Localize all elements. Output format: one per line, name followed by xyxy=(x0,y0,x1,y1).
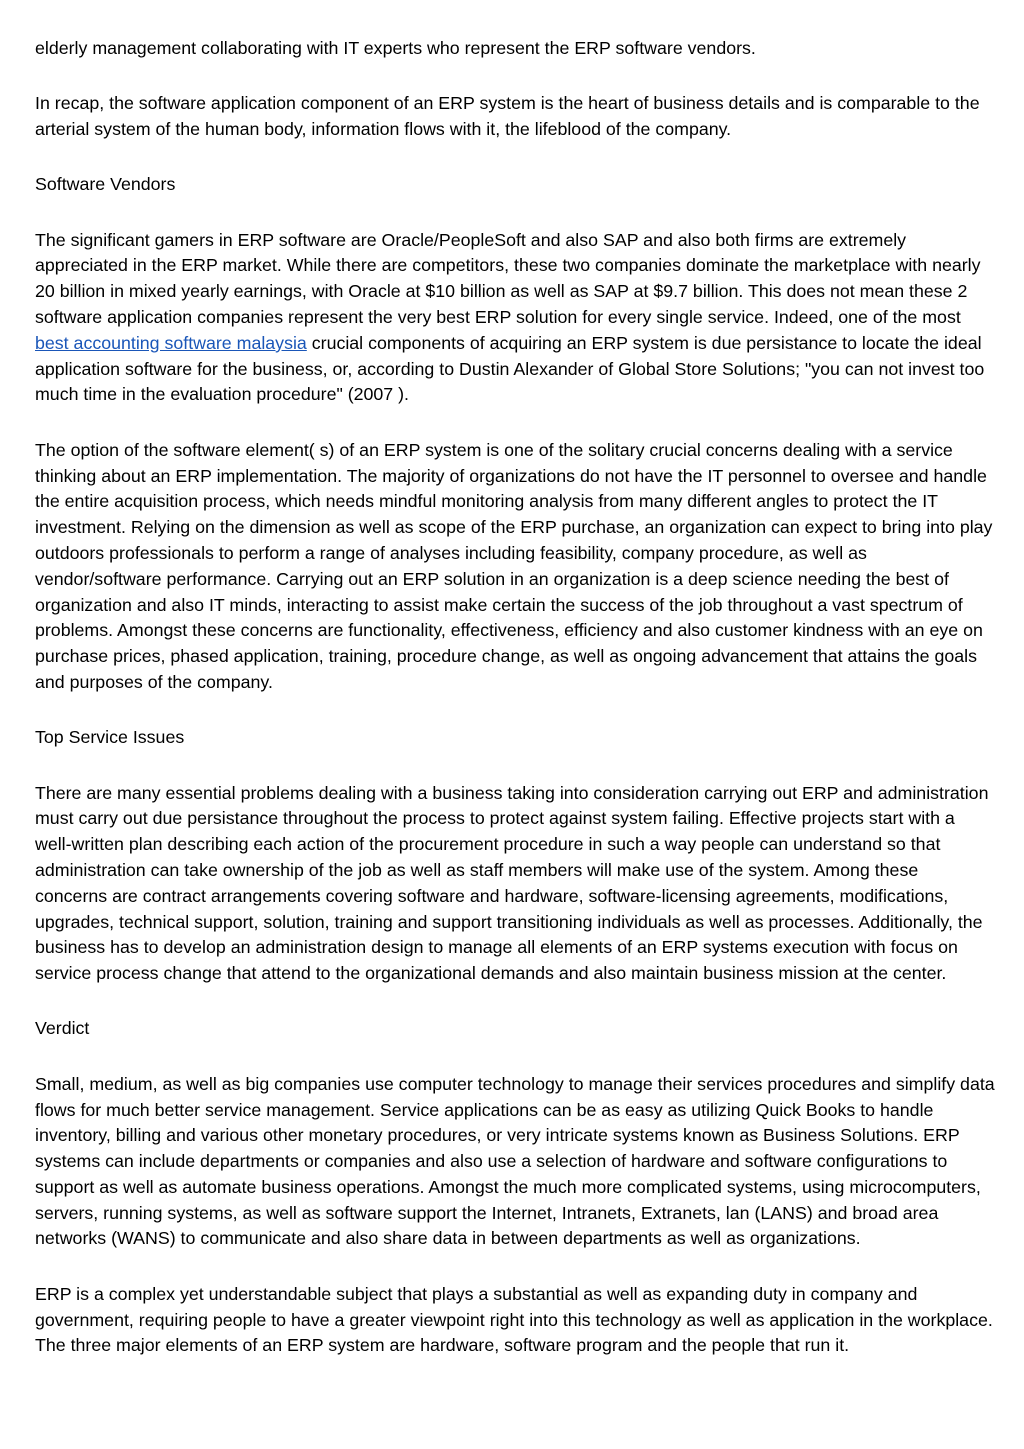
paragraph-software-vendors xyxy=(35,228,995,409)
heading-top-service-issues: Top Service Issues xyxy=(35,727,185,748)
paragraph-conclusion: ERP is a complex yet understandable subject that plays a substantial as well as expanding duty in company and government, requiring people to have a greater viewpoint right into this technology as well as application in the workplace. The three major elements of an ERP system are hardware, software program and the people that run it. xyxy=(35,1283,993,1356)
paragraph-text-after-link: crucial components of acquiring an ERP system is due persistance to locate the ideal application software for the business, or, according to Dustin Alexander of Global Store Solutions; "you can not invest too much time in the evaluation procedure" (2007 ). xyxy=(35,332,985,405)
paragraph-software-option: The option of the software element( s) of an ERP system is one of the solitary crucial concerns dealing with a service thinking about an ERP implementation. The majority of organizations do not have the IT personnel to oversee and handle the entire acquisition process, which needs mindful monitoring analysis from many different angles to protect the IT investment. Relying on the dimension as well as scope of the ERP purchase, an organization can expect to bring into play outdoors professionals to perform a range of analyses including feasibility, company procedure, as well as vendor/software performance. Carrying out an ERP solution in an organization is a deep science needing the best of organization and also IT minds, interacting to assist make certain the success of the job throughout a vast spectrum of problems. Amongst these concerns are functionality, effectiveness, efficiency and also customer kindness with an eye on purchase prices, phased application, training, procedure change, as well as ongoing advancement that attains the goals and purposes of the company. xyxy=(35,439,993,692)
paragraph-intro-continuation: elderly management collaborating with IT experts who represent the ERP software vendors. xyxy=(35,38,756,58)
paragraph-recap: In recap, the software application component of an ERP system is the heart of business details and is comparable to the arterial system of the human body, information flows with it, the lifeblood of the company. xyxy=(35,93,980,140)
paragraph-service-issues: There are many essential problems dealing with a business taking into consideration carrying out ERP and administration must carry out due persistance throughout the process to protect against system failing. Effective projects start with a well-written plan describing each action of the procurement procedure in such a way people can understand so that administration can take ownership of the job as well as staff members will make use of the system. Among these concerns are contract arrangements covering software and hardware, software-licensing agreements, modifications, upgrades, technical support, solution, training and support transitioning individuals as well as processes. Additionally, the business has to develop an administration design to manage all elements of an ERP systems execution with focus on service process change that attend to the organizational demands and also maintain business mission at the center. xyxy=(35,782,989,984)
paragraph-verdict: Small, medium, as well as big companies use computer technology to manage their services procedures and simplify data flows for much better service management. Service applications can be as easy as utilizing Quick Books to handle inventory, billing and various other monetary procedures, or very intricate systems known as Business Solutions. ERP systems can include departments or companies and also use a selection of hardware and software configurations to support as well as automate business operations. Amongst the much more complicated systems, using microcomputers, servers, running systems, as well as software support the Internet, Intranets, Extranets, lan (LANS) and broad area networks (WANS) to communicate and also share data in between departments as well as organizations. xyxy=(35,1073,995,1249)
paragraph-text-before-link: The significant gamers in ERP software are Oracle/PeopleSoft and also SAP and also both firms are extremely appreciated in the ERP market. While there are competitors, these two companies dominate the marketplace with nearly 20 billion in mixed yearly earnings, with Oracle at $10 billion as well as SAP at $9.7 billion. This does not mean these 2 software application companies represent the very best ERP solution for every single service. Indeed, one of the most xyxy=(35,229,981,328)
best-accounting-software-link[interactable]: best accounting software malaysia xyxy=(35,332,307,353)
heading-verdict: Verdict xyxy=(35,1018,90,1039)
document-body xyxy=(35,36,995,1389)
heading-software-vendors: Software Vendors xyxy=(35,174,176,195)
